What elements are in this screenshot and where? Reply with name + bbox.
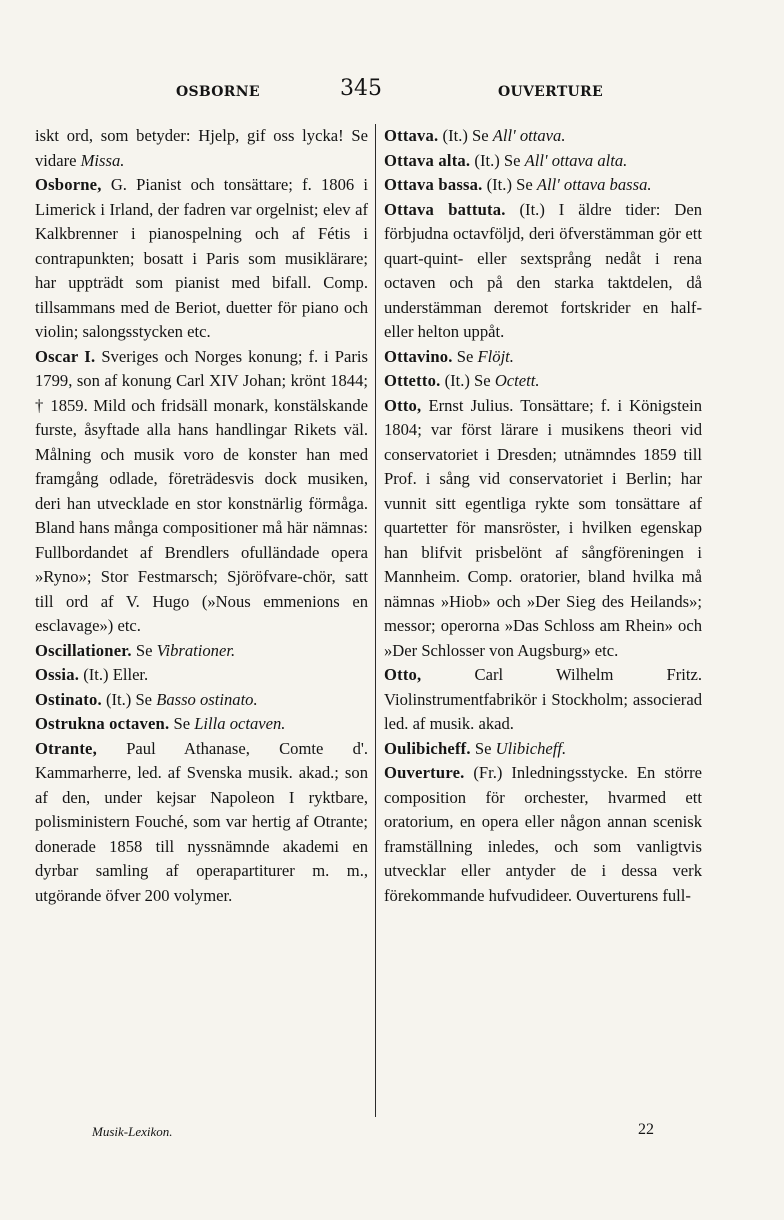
- left-column: [35, 124, 368, 908]
- header-left-word: OSBORNE: [176, 84, 260, 100]
- header-right-word: OUVERTURE: [498, 84, 603, 100]
- entry-headword: Ossia.: [35, 665, 80, 684]
- cross-reference: Basso ostinato.: [156, 689, 258, 709]
- dictionary-entry: [384, 663, 702, 737]
- entry-text: (It.) Se: [470, 150, 525, 170]
- dictionary-entry: [384, 149, 702, 174]
- entry-text: (It.) Se: [438, 126, 493, 145]
- entry-text: Ernst Julius. Tonsättare; f. i Königstein 1804; var först lärare i musikens theori vid conservatoriet i Dresden; utnämndes 1859 till Prof. i sång vid conservatoriet i Berlin; har vunnit sitt egentliga rykte som tonsättare af quartetter för mansröster, i hvilken egenskap han blifvit prisbelönt af sångföreningen i Mannheim. Comp. oratorier, bland hvilka må nämnas »Hiob» och »Der Sieg des Heilands»; messor; operorna »Das Schloss am Rhein» och »Der Schlosser von Augsburg» etc.: [384, 395, 702, 660]
- dictionary-entry: [35, 663, 368, 688]
- entry-text: Carl Wilhelm Fritz. Violinstrumentfabrikör i Stockholm; associerad led. af musik. akad.: [384, 665, 702, 733]
- cross-reference: Octett.: [494, 371, 540, 390]
- cross-reference: All' ottava bassa.: [536, 175, 652, 194]
- entry-headword: Otto,: [384, 395, 422, 415]
- column-divider: [375, 124, 376, 1117]
- entry-text: iskt ord, som betyder: Hjelp, gif oss lycka! Se vidare: [35, 126, 368, 170]
- entry-headword: Ottavino.: [384, 346, 453, 366]
- dictionary-entry: [35, 124, 368, 173]
- dictionary-entry: [384, 761, 702, 908]
- entry-headword: Osborne,: [35, 175, 102, 194]
- entry-headword: Ouverture.: [384, 763, 465, 782]
- cross-reference: All' ottava.: [492, 126, 566, 145]
- dictionary-entry: [35, 688, 368, 713]
- entry-headword: Otto,: [384, 665, 422, 684]
- cross-reference: Missa.: [80, 150, 125, 170]
- entry-headword: Ostrukna octaven.: [35, 714, 170, 733]
- entry-headword: Ottava alta.: [384, 150, 471, 170]
- entry-text: Se: [470, 738, 496, 758]
- dictionary-entry: [35, 737, 368, 909]
- entry-headword: Ottava.: [384, 126, 439, 145]
- dictionary-entry: [384, 124, 702, 149]
- sheet-number: 22: [638, 1121, 654, 1138]
- dictionary-entry: [384, 345, 702, 370]
- entry-text: G. Pianist och tonsättare; f. 1806 i Limerick i Irland, der fadren var orgelnist; elev af Kalkbrenner i pianospelning och af Fétis i contrapunkten; bosatt i Paris som musiklärare; har uppträdt som pianist med bifall. Comp. tillsammans med de Beriot, duetter för piano och violin; salongsstycken etc.: [35, 175, 368, 341]
- entry-text: Paul Athanase, Comte d'. Kammarherre, led. af Svenska musik. akad.; son af den, under kejsar Napoleon I ryktbare, polisministern Fouché, som var hertig af Otrante; donerade 1858 till nyssnämnde akademi en dyrbar samling af operapartiturer m. m., utgörande öfver 200 volymer.: [35, 738, 368, 905]
- entry-text: (Fr.) Inledningsstycke. En större composition för orchester, hvarmed ett oratorium, en opera eller någon annan scenisk framställning inledes, och som vanligtvis utvecklar eller antyder de i dessa verk förekommande hufvudideer. Ouverturens full-: [384, 763, 702, 905]
- entry-text: (It.) Se: [440, 371, 495, 390]
- dictionary-entry: [384, 394, 702, 664]
- entry-text: (It.) Se: [101, 689, 157, 709]
- entry-headword: Oscar I.: [35, 346, 96, 366]
- entry-headword: Ottava bassa.: [384, 175, 483, 194]
- entry-text: Se: [131, 640, 157, 660]
- entry-text: (It.) I äldre tider: Den förbjudna octavföljd, deri öfverstämman gör ett quart-quint- eller sextsprång nedåt i rena octaven och på den starka taktdelen, då understämman deremot fortskrider en half- eller helton uppåt.: [384, 199, 702, 341]
- dictionary-entry: [384, 737, 702, 762]
- entry-headword: Oulibicheff.: [384, 738, 471, 758]
- entry-text: (It.) Eller.: [79, 665, 149, 684]
- dictionary-entry: [35, 345, 368, 639]
- dictionary-entry: [384, 173, 702, 198]
- dictionary-entry: [35, 712, 368, 737]
- dictionary-entry: [384, 198, 702, 345]
- right-column: [384, 124, 702, 908]
- entry-headword: Ottetto.: [384, 371, 441, 390]
- entry-text: Se: [452, 346, 478, 366]
- cross-reference: Vibrationer.: [156, 640, 236, 660]
- cross-reference: Flöjt.: [477, 346, 514, 366]
- entry-headword: Ottava battuta.: [384, 199, 506, 219]
- entry-text: Se: [169, 714, 195, 733]
- dictionary-entry: [35, 173, 368, 345]
- dictionary-entry: [35, 639, 368, 664]
- entry-headword: Oscillationer.: [35, 640, 132, 660]
- entry-text: (It.) Se: [482, 175, 537, 194]
- page-number: 345: [340, 76, 382, 101]
- cross-reference: All' ottava alta.: [524, 150, 628, 170]
- entry-headword: Otrante,: [35, 738, 97, 758]
- entry-text: Sveriges och Norges konung; f. i Paris 1799, son af konung Carl XIV Johan; krönt 1844; † 1859. Mild och fridsäll monark, konstälskande furste, åsyftade alla hans handlingar Rikets väl. Målning och musik voro de konster han med framgång odlade, företrädesvis dock musiken, deri han utvecklade en stor konstnärlig förmåga. Bland hans många compositioner må här nämnas: Fullbordandet af Brendlers ofulländade opera »Ryno»; Stor Festmarsch; Sjöröfvare-chör, satt till ord af V. Hugo (»Nous emmenions en esclavage») etc.: [35, 346, 368, 635]
- running-header: [0, 78, 784, 108]
- dictionary-entry: [384, 369, 702, 394]
- signature-mark: Musik-Lexikon.: [92, 1124, 173, 1139]
- cross-reference: Lilla octaven.: [194, 714, 286, 733]
- cross-reference: Ulibicheff.: [495, 738, 567, 758]
- entry-headword: Ostinato.: [35, 689, 102, 709]
